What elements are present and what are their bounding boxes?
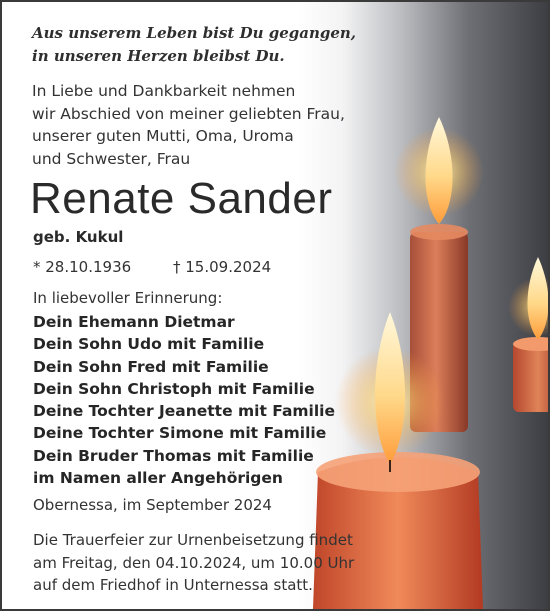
quote-line: in unseren Herzen bleibst Du. — [32, 47, 285, 65]
birth-name: geb. Kukul — [33, 228, 124, 246]
mourners-list — [33, 311, 335, 489]
intro-text — [32, 80, 345, 170]
birth-date: * 28.10.1936 — [33, 258, 132, 276]
service-line: Die Trauerfeier zur Urnenbeisetzung findet — [33, 531, 353, 549]
intro-line: wir Abschied von meiner geliebten Frau, — [32, 104, 345, 123]
mourner-entry: Dein Sohn Fred mit Familie — [33, 357, 269, 376]
candle-right — [513, 342, 548, 412]
mourner-entry: Dein Ehemann Dietmar — [33, 313, 235, 331]
life-dates — [33, 258, 272, 276]
place-date: Obernessa, im September 2024 — [33, 496, 272, 514]
memorial-quote — [32, 22, 356, 68]
funeral-service-info — [33, 529, 354, 597]
mourner-entry: Deine Tochter Simone mit Familie — [33, 424, 327, 443]
mourner-entry: Dein Sohn Udo mit Familie — [33, 335, 265, 354]
mourner-entry: Deine Tochter Jeanette mit Familie — [33, 402, 336, 421]
death-date: † 15.09.2024 — [173, 258, 272, 276]
intro-line: In Liebe und Dankbarkeit nehmen — [32, 82, 296, 100]
mourner-entry: im Namen aller Angehörigen — [33, 469, 283, 488]
deceased-name: Renate Sander — [30, 174, 333, 223]
intro-line: unserer guten Mutti, Oma, Uroma — [32, 127, 294, 145]
mourner-entry: Dein Bruder Thomas mit Familie — [33, 446, 314, 465]
service-line: am Freitag, den 04.10.2024, um 10.00 Uhr — [33, 553, 355, 572]
service-line: auf dem Friedhof in Unternessa statt. — [33, 576, 313, 594]
mourner-entry: Dein Sohn Christoph mit Familie — [33, 379, 315, 398]
memory-label: In liebevoller Erinnerung: — [33, 289, 223, 307]
intro-line: und Schwester, Frau — [32, 149, 191, 168]
quote-line: Aus unserem Leben bist Du gegangen, — [32, 24, 357, 42]
